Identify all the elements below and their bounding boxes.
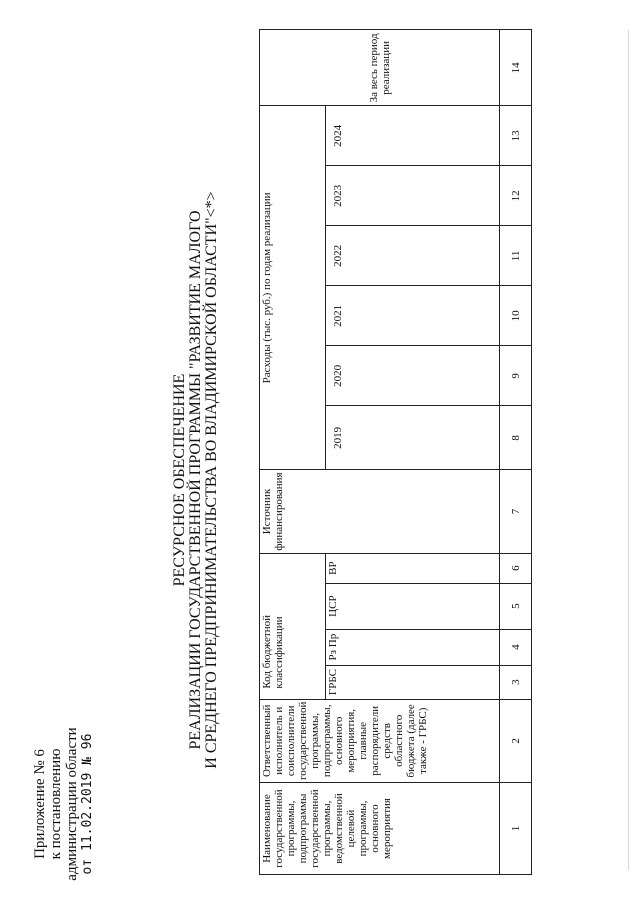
column-number: 10 xyxy=(500,286,532,346)
scan-edge-line xyxy=(628,30,629,870)
header-grbs: ГРБС xyxy=(326,665,500,699)
header-program-name: Наименование государственной программы, подпрограммы государственной программы, ведомственной целевой программы, основного мероприятия xyxy=(260,783,500,875)
appendix-number: Приложение № 6 xyxy=(32,749,48,859)
column-number: 8 xyxy=(500,406,532,470)
document-title xyxy=(172,70,220,890)
column-number: 3 xyxy=(500,665,532,699)
column-number: 1 xyxy=(500,783,532,875)
title-line-1: РЕСУРСНОЕ ОБЕСПЕЧЕНИЕ xyxy=(171,373,188,587)
appendix-date: от 11.02.2019 № 96 xyxy=(80,733,95,875)
column-number: 4 xyxy=(500,629,532,665)
header-expenses: Расходы (тыс. руб.) по годам реализации xyxy=(260,106,326,470)
column-number: 6 xyxy=(500,553,532,583)
header-year-2019: 2019 xyxy=(326,406,500,470)
column-number: 14 xyxy=(500,30,532,106)
column-number: 5 xyxy=(500,583,532,629)
header-year-2021: 2021 xyxy=(326,286,500,346)
column-number: 7 xyxy=(500,470,532,553)
header-funding-source: Источник финансирования xyxy=(260,470,500,553)
appendix-reference: к постановлению xyxy=(48,748,64,860)
appendix-block xyxy=(32,724,96,884)
header-year-2024: 2024 xyxy=(326,106,500,166)
title-line-3: И СРЕДНЕГО ПРЕДПРИНИМАТЕЛЬСТВА ВО ВЛАДИМИРСКОЙ ОБЛАСТИ"<*> xyxy=(203,191,220,769)
header-csr: ЦСР xyxy=(326,583,500,629)
column-number: 13 xyxy=(500,106,532,166)
header-responsible: Ответственный исполнитель и соисполнители государственной программы, подпрограммы, основного мероприятия, главные распорядители средств областного бюджета (далее также - ГРБС) xyxy=(260,699,500,782)
header-rz-pr: Рз Пр xyxy=(326,629,500,665)
header-year-2020: 2020 xyxy=(326,346,500,406)
appendix-authority: администрации области xyxy=(64,727,80,881)
header-year-2022: 2022 xyxy=(326,226,500,286)
header-budget-code: Код бюджетной классификации xyxy=(260,553,326,699)
column-number-row xyxy=(500,30,532,875)
resource-table xyxy=(259,29,532,875)
column-number: 11 xyxy=(500,226,532,286)
document-page xyxy=(22,10,622,890)
column-number: 9 xyxy=(500,346,532,406)
column-number: 2 xyxy=(500,699,532,782)
header-total-period: За весь период реализации xyxy=(260,30,500,106)
title-line-2: РЕАЛИЗАЦИИ ГОСУДАРСТВЕННОЙ ПРОГРАММЫ "РАЗВИТИЕ МАЛОГО xyxy=(187,210,204,750)
header-year-2023: 2023 xyxy=(326,166,500,226)
header-vr: ВР xyxy=(326,553,500,583)
column-number: 12 xyxy=(500,166,532,226)
